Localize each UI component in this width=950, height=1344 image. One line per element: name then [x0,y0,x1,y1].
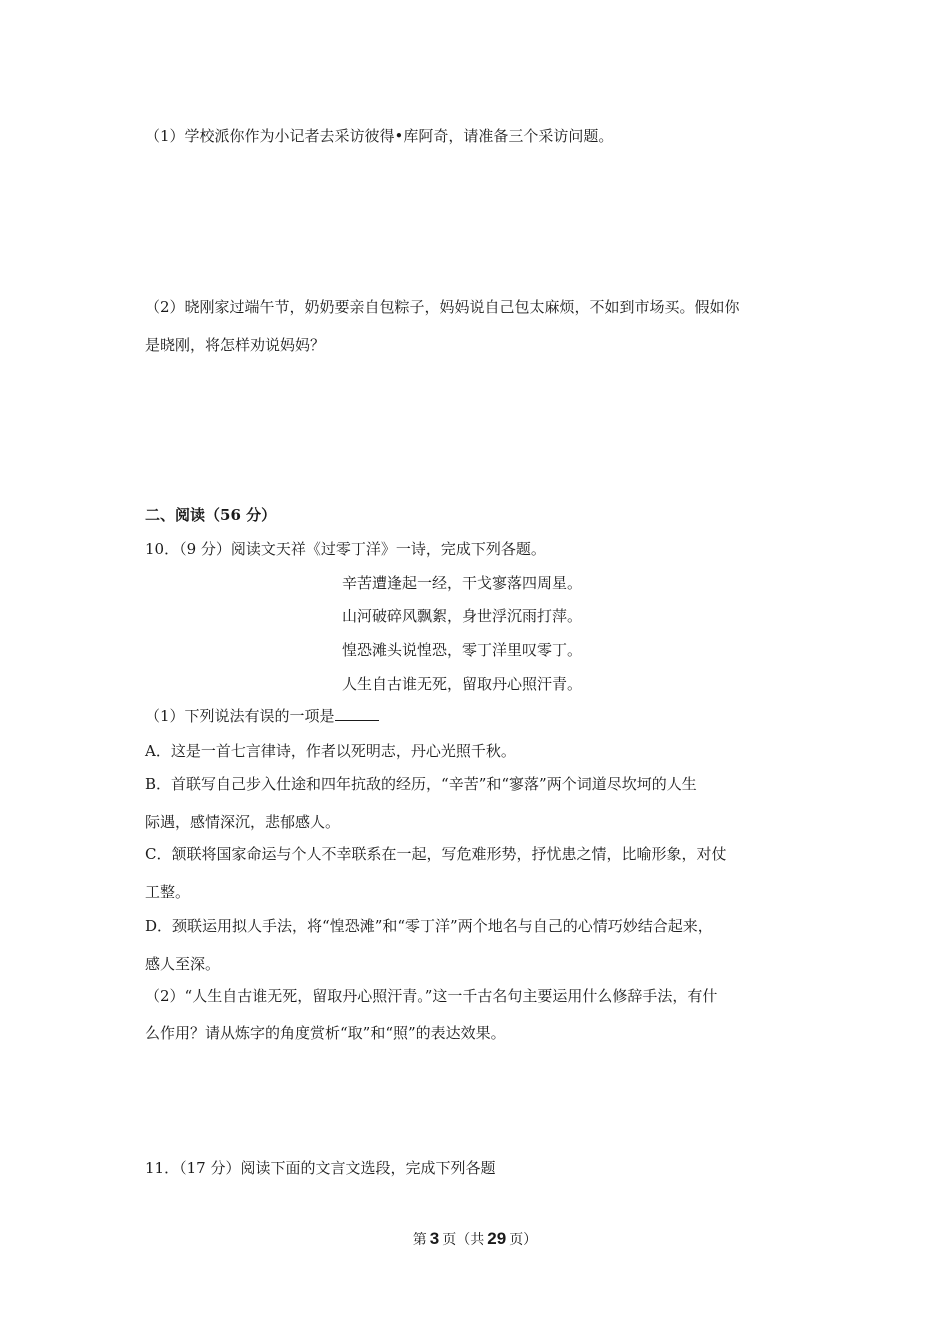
q10-sub2-line2: 么作用？请从炼字的角度赏析“取”和“照”的表达效果。 [145,1024,506,1042]
poem-line-4: 人生自古谁无死，留取丹心照汗青。 [342,675,583,693]
answer-blank [335,706,379,721]
poem-line-2: 山河破碎风飘絮，身世浮沉雨打萍。 [342,607,583,625]
q11-stem: 11．（17 分）阅读下面的文言文选段，完成下列各题 [145,1159,496,1177]
q10-sub1 [145,705,379,727]
q9-part1: （1）学校派你作为小记者去采访彼得•库阿奇，请准备三个采访问题。 [145,127,614,145]
poem-line-1: 辛苦遭逢起一经，干戈寥落四周星。 [342,574,583,592]
footer-prefix: 第 [412,1232,427,1248]
option-b-line2: 际遇，感情深沉，悲郁感人。 [145,813,341,831]
q9-part2-line1: （2）晓刚家过端午节，奶奶要亲自包粽子，妈妈说自己包太麻烦，不如到市场买。假如你 [145,298,740,316]
q10-sub1-text: （1）下列说法有误的一项是 [145,707,335,725]
option-b-line1: B．首联写自己步入仕途和四年抗敌的经历，“辛苦”和“寥落”两个词道尽坎坷的人生 [145,775,697,793]
total-page-count: 29 [487,1229,507,1248]
poem-line-3: 惶恐滩头说惶恐，零丁洋里叹零丁。 [342,641,583,659]
q10-stem: 10．（9 分）阅读文天祥《过零丁洋》一诗，完成下列各题。 [145,540,546,558]
option-c-line2: 工整。 [145,883,191,901]
section-heading: 二、阅读（56 分） [145,506,277,524]
option-d-line2: 感人至深。 [145,955,221,973]
footer-middle: 页（共 [442,1232,485,1248]
q10-sub2-line1: （2）“人生自古谁无死，留取丹心照汗青。”这一千古名句主要运用什么修辞手法，有什 [145,987,718,1005]
footer-suffix: 页） [509,1232,538,1248]
option-c-line1: C．颔联将国家命运与个人不幸联系在一起，写危难形势，抒忧患之情，比喻形象，对仗 [145,845,727,863]
current-page-number: 3 [429,1229,440,1248]
option-d-line1: D．颈联运用拟人手法，将“惶恐滩”和“零丁洋”两个地名与自己的心情巧妙结合起来， [145,917,713,935]
q9-part2-line2: 是晓刚，将怎样劝说妈妈？ [145,336,326,354]
option-a: A．这是一首七言律诗，作者以死明志，丹心光照千秋。 [145,742,516,760]
page-footer [0,1228,950,1251]
